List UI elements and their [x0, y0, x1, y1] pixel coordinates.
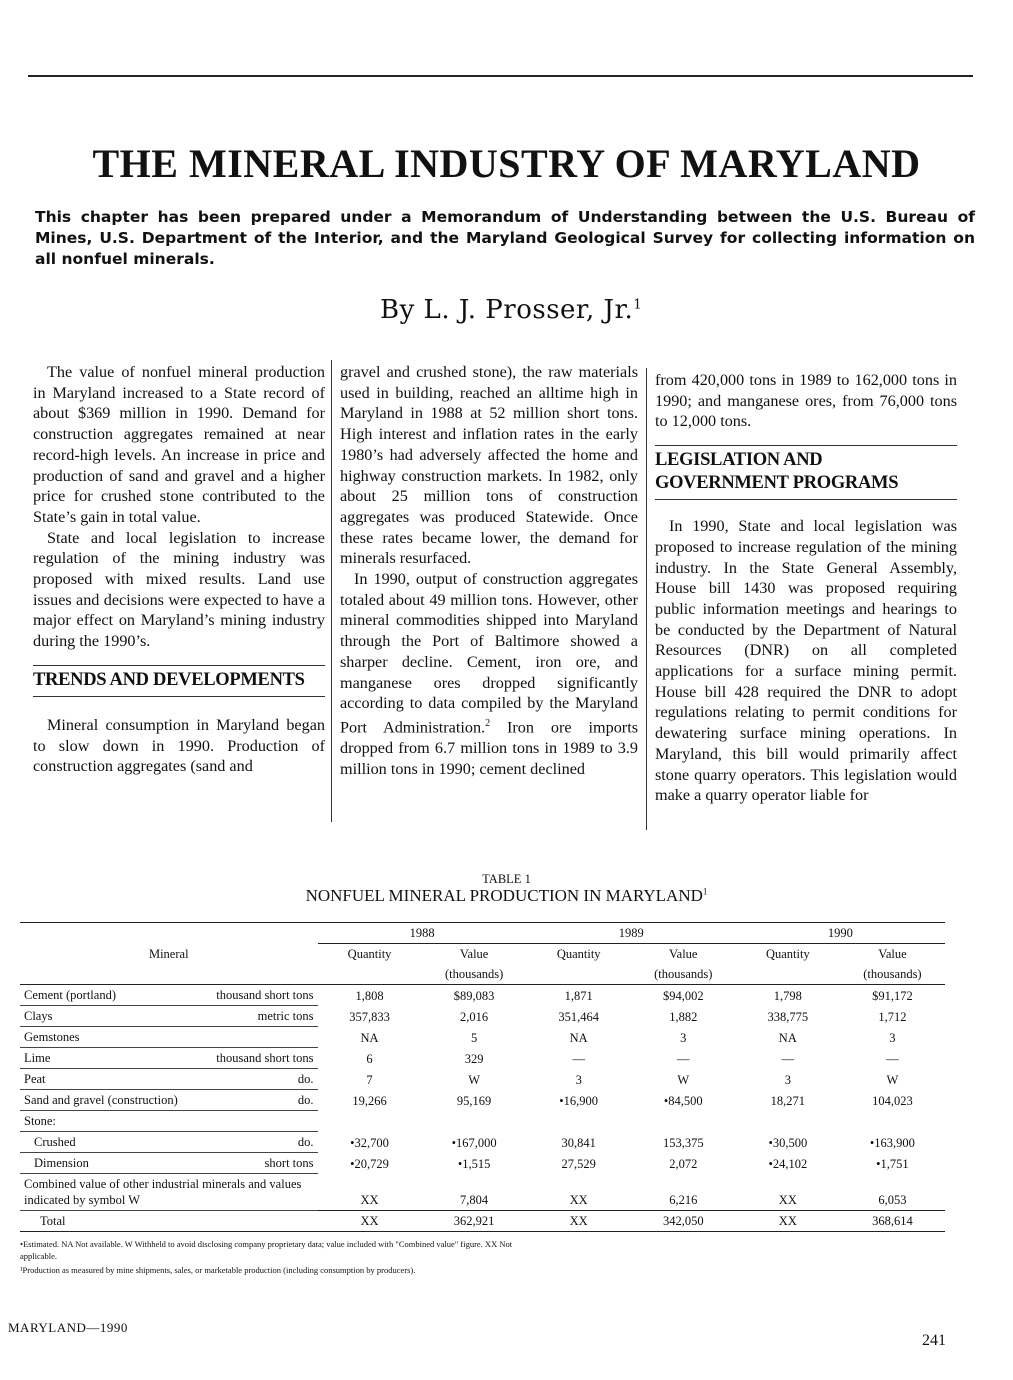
- value-header: Value: [459, 947, 489, 961]
- table-row: [20, 1027, 945, 1048]
- intro-paragraph: This chapter has been prepared under a Memorandum of Understanding between the U.S. Bureau of Mines, U.S. Department of the Interior, and the Maryland Geological Survey for collecting information on all nonfuel minerals.: [35, 208, 975, 268]
- author-footnote-mark: 1: [633, 297, 643, 313]
- production-table: [20, 922, 945, 1232]
- mineral-unit: do.: [297, 1072, 314, 1086]
- combined-label: Combined value of other industrial minerals and values indicated by symbol W: [20, 1174, 318, 1211]
- table-cell: [840, 1111, 945, 1132]
- paragraph-text: In 1990, output of construction aggregates totaled about 49 million tons. However, other mineral commodities shipped into Maryland through the Port of Baltimore showed a sharper decline. Cement, iron ore, and manganese ores dropped significantly according to data compiled by the Maryland Port Administration.: [340, 570, 638, 737]
- table-row: [20, 1069, 945, 1090]
- table-row: [20, 1090, 945, 1111]
- footnote: ¹Production as measured by mine shipments, sales, or marketable production (including consumption by producers).: [20, 1265, 416, 1275]
- mineral-name: Sand and gravel (construction): [24, 1093, 178, 1107]
- mineral-unit: do.: [297, 1093, 314, 1107]
- mineral-cell: [20, 1090, 318, 1111]
- paragraph: The value of nonfuel mineral production in Maryland increased to a State record of about $369 million in 1990. Demand for construction aggregates remained at near record-high levels. An increase in price and production of sand and gravel and a higher price for crushed stone contributed to the State’s gain in total value.: [33, 363, 325, 526]
- column-2: [340, 362, 638, 779]
- table-cell: 6,216: [669, 1193, 698, 1207]
- mineral-unit: thousand short tons: [216, 988, 314, 1002]
- table-cell: 1,882: [669, 1009, 698, 1024]
- table-cell: W: [468, 1072, 481, 1087]
- table-cell: 3: [680, 1030, 687, 1045]
- table-cell: 7,804: [460, 1193, 489, 1207]
- table-cell: •163,900: [869, 1135, 915, 1150]
- paragraph: Mineral consumption in Maryland began to slow down in 1990. Production of construction aggregates (sand and: [33, 715, 325, 776]
- mineral-cell: [20, 985, 318, 1006]
- table-cell: NA: [778, 1030, 797, 1045]
- section-heading-trends: TRENDS AND DEVELOPMENTS: [33, 665, 325, 697]
- table-cell: 351,464: [558, 1009, 599, 1024]
- table-cell: 2,072: [669, 1156, 698, 1171]
- mineral-name: Dimension: [34, 1156, 89, 1170]
- column-divider-1: [331, 360, 332, 822]
- table-cell: 3: [575, 1072, 582, 1087]
- mineral-name: Cement (portland): [24, 988, 116, 1002]
- mineral-cell: [20, 1006, 318, 1027]
- column-divider-2: [646, 368, 647, 830]
- mineral-cell: [20, 1027, 318, 1048]
- table-cell: 6: [366, 1051, 373, 1066]
- table-row: [20, 1048, 945, 1069]
- quantity-header: Quantity: [765, 947, 810, 961]
- table-cell: 7: [366, 1072, 373, 1087]
- paragraph-text: Iron ore imports dropped from 6.7 million tons in 1989 to 3.9 million tons in 1990; cement declined: [340, 718, 638, 778]
- table-cell: 362,921: [422, 1211, 527, 1232]
- value-header: Value: [878, 947, 907, 961]
- year-header-row: [20, 923, 945, 944]
- mineral-unit: thousand short tons: [216, 1051, 314, 1065]
- table-footnotes: [20, 1238, 520, 1278]
- table-cell: 3: [889, 1030, 896, 1045]
- table-cell: [422, 1111, 527, 1132]
- table-cell: NA: [569, 1030, 588, 1045]
- table-cell: 3: [784, 1072, 791, 1087]
- table-cell: $91,172: [872, 988, 913, 1003]
- value-units: (thousands): [840, 964, 945, 985]
- table-cell: XX: [736, 1211, 840, 1232]
- table-cell: $94,002: [662, 988, 704, 1003]
- table-row-total: [20, 1211, 945, 1232]
- paragraph: State and local legislation to increase regulation of the mining industry was proposed with mixed results. Land use issues and decisions were expected to have a major effect on Maryland’s mining industry during the 1990’s.: [33, 528, 325, 651]
- table-cell: [631, 1111, 736, 1132]
- mineral-name: Lime: [24, 1051, 51, 1065]
- table-cell: •1,515: [457, 1156, 491, 1171]
- table-cell: 19,266: [352, 1093, 387, 1108]
- table-cell: [318, 1111, 422, 1132]
- table-cell: [527, 1111, 631, 1132]
- paragraph: [340, 569, 638, 779]
- table-cell: 6,053: [878, 1193, 907, 1207]
- table-cell: —: [572, 1051, 585, 1066]
- footnote-mark: 2: [485, 717, 491, 729]
- total-label: Total: [20, 1211, 318, 1232]
- table-title: [0, 886, 1013, 906]
- mineral-unit: short tons: [264, 1156, 314, 1170]
- footnote: •Estimated. NA Not available. W Withheld to avoid disclosing company proprietary data; value included with "Combined value" figure. XX Not applicable.: [20, 1239, 513, 1261]
- table-label: TABLE 1: [482, 872, 531, 886]
- table-cell: —: [886, 1051, 899, 1066]
- table-cell: XX: [360, 1193, 379, 1207]
- table-cell: $89,083: [453, 988, 495, 1003]
- table-cell: 2,016: [460, 1009, 489, 1024]
- year-header: 1988: [318, 923, 527, 944]
- byline: [380, 295, 642, 325]
- table-cell: 338,775: [767, 1009, 809, 1024]
- mineral-cell: [20, 1111, 318, 1132]
- table-row-combined: [20, 1174, 945, 1211]
- table-cell: 1,798: [773, 988, 802, 1003]
- table-cell: 1,808: [355, 988, 384, 1003]
- page-number: 241: [922, 1332, 946, 1349]
- table-cell: 104,023: [872, 1093, 913, 1108]
- top-rule: [28, 75, 973, 77]
- table-cell: W: [886, 1072, 899, 1087]
- table-cell: •20,729: [350, 1156, 389, 1171]
- table-title-text: NONFUEL MINERAL PRODUCTION IN MARYLAND: [305, 886, 703, 905]
- page-title: THE MINERAL INDUSTRY OF MARYLAND: [92, 141, 921, 186]
- mineral-name: Crushed: [34, 1135, 76, 1149]
- quantity-header: Quantity: [556, 947, 601, 961]
- column-1: [33, 362, 325, 777]
- table-cell: 27,529: [561, 1156, 596, 1171]
- table-cell: •24,102: [768, 1156, 808, 1171]
- table-cell: •84,500: [663, 1093, 703, 1108]
- mineral-name: Stone:: [24, 1114, 56, 1128]
- table-cell: 95,169: [456, 1093, 492, 1108]
- table-cell: 30,841: [561, 1135, 596, 1150]
- table-cell: •167,000: [451, 1135, 497, 1150]
- table-cell: •16,900: [559, 1093, 599, 1108]
- section-heading-legislation: LEGISLATION AND GOVERNMENT PROGRAMS: [655, 445, 957, 500]
- mineral-name: Gemstones: [24, 1030, 80, 1044]
- author: By L. J. Prosser, Jr.: [380, 295, 634, 325]
- table-cell: 5: [470, 1030, 478, 1045]
- mineral-unit: do.: [297, 1135, 314, 1149]
- table-cell: 18,271: [770, 1093, 806, 1108]
- table-cell: —: [781, 1051, 795, 1066]
- mineral-cell: [20, 1132, 318, 1153]
- mineral-cell: [20, 1048, 318, 1069]
- table-row: [20, 985, 945, 1006]
- running-footer: MARYLAND—1990: [8, 1320, 128, 1335]
- table-cell: XX: [527, 1211, 631, 1232]
- year-header: 1990: [736, 923, 945, 944]
- table-cell: XX: [318, 1211, 422, 1232]
- table-cell: 357,833: [349, 1009, 390, 1024]
- column-3: [655, 370, 957, 806]
- table-cell: XX: [569, 1193, 588, 1207]
- table-cell: •30,500: [768, 1135, 808, 1150]
- value-units: (thousands): [422, 964, 527, 985]
- table-cell: 153,375: [662, 1135, 704, 1150]
- year-header: 1989: [527, 923, 736, 944]
- mineral-name: Peat: [24, 1072, 46, 1086]
- table-row: [20, 1153, 945, 1174]
- value-header: Value: [669, 947, 698, 961]
- value-units: (thousands): [631, 964, 736, 985]
- quantity-header: Quantity: [347, 947, 392, 961]
- paragraph: from 420,000 tons in 1989 to 162,000 tons in 1990; and manganese ores, from 76,000 tons to 12,000 tons.: [655, 371, 957, 431]
- table-row: [20, 1132, 945, 1153]
- table-title-footnote-mark: 1: [702, 886, 708, 897]
- table-cell: 1,712: [878, 1009, 907, 1024]
- table-row: [20, 1006, 945, 1027]
- table-cell: 368,614: [840, 1211, 945, 1232]
- table-cell: •1,751: [876, 1156, 909, 1171]
- table-cell: W: [677, 1072, 690, 1087]
- table-cell: 329: [464, 1051, 484, 1066]
- table-cell: •32,700: [350, 1135, 389, 1150]
- table-cell: [736, 1111, 840, 1132]
- table-cell: 342,050: [631, 1211, 736, 1232]
- mineral-cell: [20, 1069, 318, 1090]
- mineral-unit: metric tons: [257, 1009, 314, 1023]
- table-cell: 1,871: [564, 988, 593, 1003]
- table-row: [20, 1111, 945, 1132]
- paragraph: In 1990, State and local legislation was proposed to increase regulation of the mining industry. In the State General Assembly, House bill 1430 was proposed requiring public information meetings and hearings to be conducted by the Department of Natural Resources (DNR) on all completed applications for a surface mining permit. House bill 428 required the DNR to adopt regulations relating to permit conditions for dewatering surface mining operations. In Maryland, this bill would primarily affect stone quarry operators. This legislation would make a quarry operator liable for: [655, 517, 957, 805]
- mineral-name: Clays: [24, 1009, 53, 1023]
- mineral-header: Mineral: [20, 923, 318, 985]
- table-cell: —: [677, 1051, 690, 1066]
- paragraph: gravel and crushed stone), the raw materials used in building, reached an alltime high in Maryland in 1988 at 52 million short tons. High interest and inflation rates in the early 1980’s had adversely affected the home and highway construction markets. In 1982, only about 25 million tons of construction aggregates was produced Statewide. Once these rates became lower, the demand for minerals resurfaced.: [340, 363, 638, 568]
- table-cell: XX: [778, 1193, 797, 1207]
- mineral-cell: [20, 1153, 318, 1174]
- table-cell: NA: [360, 1030, 379, 1045]
